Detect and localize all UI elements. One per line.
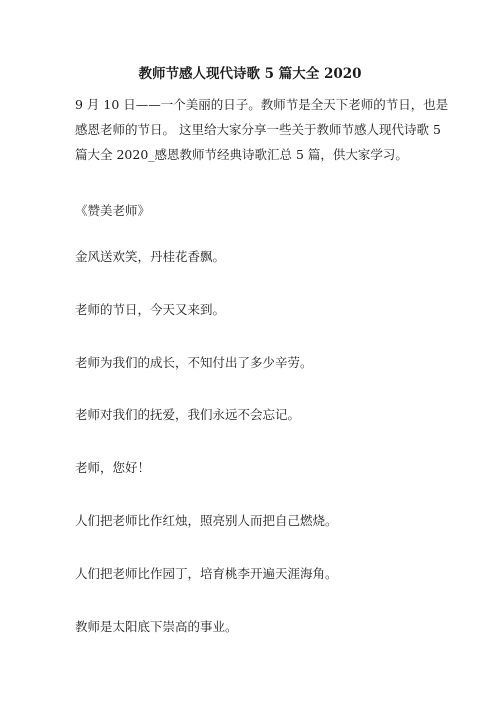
intro-line: 篇大全 2020_感恩教师节经典诗歌汇总 5 篇，供大家学习。 <box>75 147 408 162</box>
poem-line: 人们把老师比作红烛，照亮别人而把自己燃烧。 <box>75 513 338 528</box>
intro-paragraph <box>75 92 449 167</box>
poem-title: 《赞美老师》 <box>75 203 151 218</box>
poem-line: 老师对我们的抚爱，我们永远不会忘记。 <box>75 407 301 422</box>
poem-line: 教师是太阳底下崇高的事业。 <box>75 619 238 634</box>
poem-line: 金风送欢笑，丹桂花香飘。 <box>75 249 226 264</box>
intro-line: 9 月 10 日——一个美丽的日子。教师节是全天下老师的节日，也是 <box>75 97 449 112</box>
poem-line: 老师的节日，今天又来到。 <box>75 302 226 317</box>
poem-line: 老师为我们的成长，不知付出了多少辛劳。 <box>75 355 313 370</box>
document-title: 教师节感人现代诗歌 5 篇大全 2020 <box>138 66 362 82</box>
poem-line: 人们把老师比作园丁，培育桃李开遍天涯海角。 <box>75 566 338 581</box>
poem-line: 老师，您好！ <box>75 460 151 475</box>
intro-line: 感恩老师的节日。 这里给大家分享一些关于教师节感人现代诗歌 5 <box>75 122 441 137</box>
